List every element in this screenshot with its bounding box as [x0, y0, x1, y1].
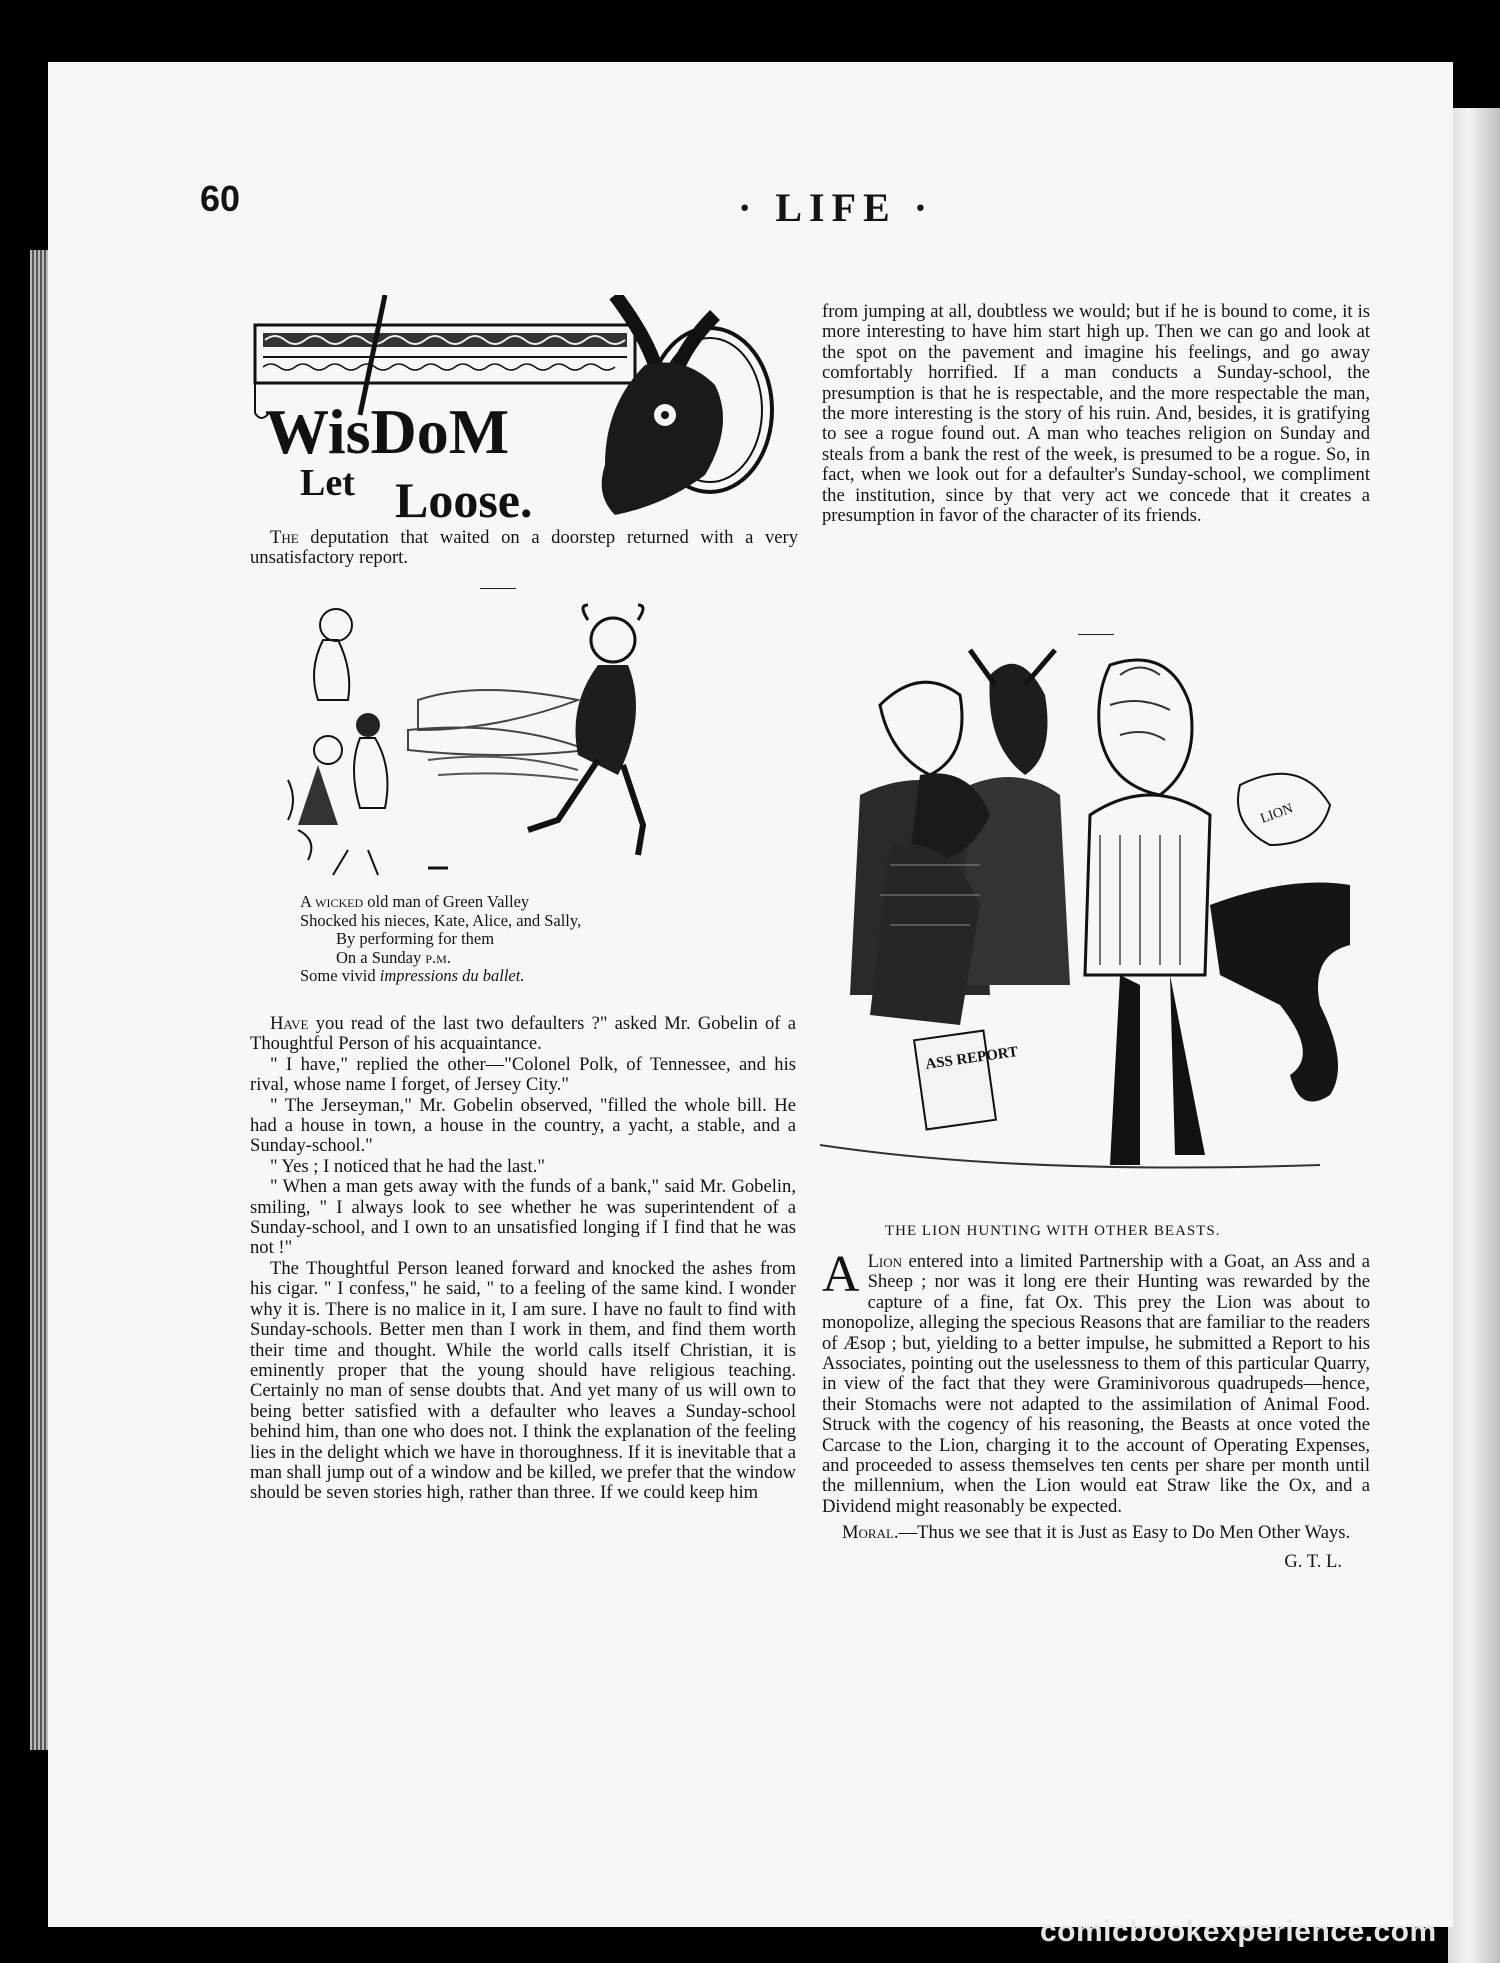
limerick-line-4-b: p.m. [425, 947, 451, 967]
ass-report-sign: ASS REPORT [924, 1044, 1020, 1073]
intro-first-word: The [270, 527, 299, 548]
limerick [300, 893, 581, 986]
story-paragraph-4: " Yes ; I noticed that he had the last." [270, 1155, 545, 1177]
fable-signature: G. T. L. [1284, 1550, 1342, 1572]
story-paragraph-3: " The Jerseyman," Mr. Gobelin observed, "filled the whole bill. He had a house in town, a house in the country, a yacht, a stable, and a Sunday-school." [250, 1094, 796, 1157]
wisdom-title-illustration [245, 295, 785, 525]
sack-label: LION [1258, 801, 1296, 827]
limerick-line-3: By performing for them [336, 929, 495, 948]
masthead-title: · LIFE · [738, 185, 935, 230]
lion-illustration-caption: THE LION HUNTING WITH OTHER BEASTS. [885, 1223, 1221, 1239]
limerick-line-5-a: Some vivid [300, 966, 380, 985]
story-paragraph-1 [250, 1014, 796, 1055]
limerick-line-4-a: On a Sunday [336, 947, 426, 967]
story-paragraph-2: " I have," replied the other—"Colonel Polk, of Tennessee, and his rival, whose name I forget, of Jersey City." [250, 1053, 796, 1096]
drop-cap: A [822, 1246, 860, 1303]
old-man-dancing-illustration [268, 600, 788, 890]
gobelin-story-left-column [250, 1014, 796, 1504]
wisdom-title-line-3: Loose. [395, 472, 533, 525]
wisdom-title-line-1: WisDoM [265, 396, 510, 467]
limerick-first-word: A wicked [300, 892, 364, 911]
page-number: 60 [200, 178, 241, 219]
section-divider-right [1078, 634, 1114, 635]
page-stack-edge [30, 250, 48, 1750]
limerick-line-2: Shocked his nieces, Kate, Alice, and Sally, [300, 910, 582, 930]
story-continued: from jumping at all, doubtless we would; but if he is bound to come, it is more interesting to have him start high up. Then we can go and look at the spot on the pavement and imagine his feelings, and go away comfortably horrified. If a man conducts a Sunday-school, the presumption is that he is respectable, and the more respectable the man, the more interesting is the story of his ruin. And, besides, it is gratifying to see a rogue found out. A man who teaches religion on Sunday and steals from a bank the rest of the week, is presumed to be a rogue. So, in fact, when we look out for a defaulter's Sunday-school, we compliment the institution, since by that very act we concede that it creates a presumption in favor of the character of its friends. [822, 301, 1370, 527]
next-page-edge [1448, 108, 1500, 1963]
intro-text: deputation that waited on a doorstep returned with a very unsatisfactory report. [250, 527, 798, 569]
fable-first-word: Lion [867, 1251, 903, 1272]
limerick-line-1-rest: old man of Green Valley [363, 892, 530, 911]
story-paragraph-6: The Thoughtful Person leaned forward and knocked the ashes from his cigar. " I confess," he said, " to a feeling of the same kind. I wonder why it is. There is no malice in it, I am sure. I have no fault to find with Sunday-schools. Better men than I work in them, and find them worth their time and thought. While the world calls itself Christian, it is eminently proper that the young should have religious teaching. Certainly no man of sense doubts that. And yet many of us will own to being better satisfied with a defaulter who leaves a Sunday-school behind him, than one who does not. I think the explanation of the feeling lies in the delight which we have in thoroughness. If it is inevitable that a man shall jump out of a window and be killed, we prefer that the window should be seven stories high, rather than three. If we could keep him [250, 1257, 796, 1504]
fable-moral [822, 1523, 1370, 1543]
moral-label: Moral. [842, 1522, 899, 1544]
limerick-line-4 [300, 949, 581, 968]
limerick-line-5 [300, 967, 581, 986]
section-divider [480, 588, 516, 589]
wisdom-intro [250, 528, 798, 569]
lion-hunting-illustration [820, 645, 1370, 1195]
story-first-word: Have [270, 1013, 309, 1034]
gobelin-story-right-column [822, 302, 1370, 526]
story-paragraph-1-rest: you read of the last two defaulters ?" asked Mr. Gobelin of a Thoughtful Person of his acquaintance. [250, 1013, 796, 1055]
limerick-line-5-b: impressions du ballet. [379, 966, 525, 985]
moral-text: —Thus we see that it is Just as Easy to Do Men Other Ways. [898, 1522, 1351, 1544]
wisdom-title-line-2: Let [300, 462, 355, 504]
fable-body: entered into a limited Partnership with a Goat, an Ass and a Sheep ; nor was it long ere their Hunting was rewarded by the capture of a fine, fat Ox. This prey the Lion was about to monopolize, alleging the specious Reasons that are familiar to the readers of Æsop ; but, yielding to a better impulse, he submitted a Report to his Associates, pointing out the uselessness to them of this particular Quarry, in view of the fact that they were Graminivorous quadrupeds—hence, their Stomachs were not adapted to the assimilation of Animal Food. Struck with the cogency of his reasoning, the Beasts at once voted the Carcase to the Lion, charging it to the account of Operating Expenses, and proceeded to assess themselves ten cents per share per month until the millennium, when the Lion would eat Straw like the Ox, and a Dividend might reasonably be expected. [822, 1251, 1370, 1517]
limerick-line-1 [300, 893, 581, 912]
story-paragraph-5: " When a man gets away with the funds of a bank," said Mr. Gobelin, smiling, " I always look to see whether he was superintendent of a Sunday-school, and I own to an unsatisfied longing if I find that he was not !" [250, 1176, 796, 1259]
watermark: comicbookexperience.com [1040, 1915, 1437, 1948]
lion-fable [822, 1246, 1370, 1572]
